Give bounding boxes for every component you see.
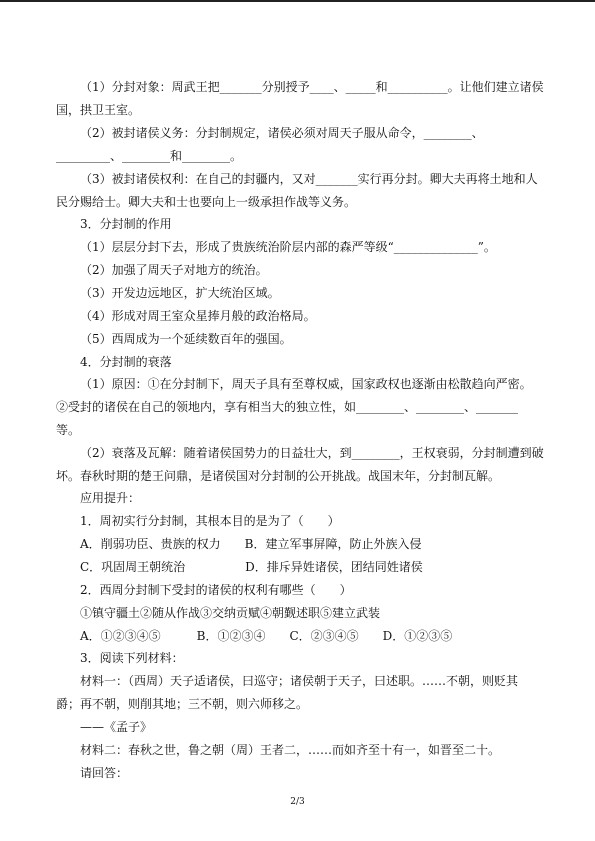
text-line: ②受封的诸侯在自己的领地内，享有相当大的独立性，如________、________、_______: [56, 400, 519, 414]
text-line: （3）开发边远地区，扩大统治区域。: [80, 286, 280, 300]
question-2-options: A．①②③④⑤ B．①②③④ C．②③④⑤ D．①②③⑤: [80, 629, 453, 643]
question-2: 2．西周分封制下受封的诸侯的权利有哪些（ ）: [80, 583, 352, 597]
text-line: （2）被封诸侯义务：分封制规定，诸侯必须对周天子服从命令，________、: [80, 126, 484, 140]
text-line: （2）衰落及瓦解：随着诸侯国势力的日益壮大，到________，王权衰弱，分封制遭到破: [80, 446, 544, 460]
answer-prompt: 请回答：: [80, 766, 129, 780]
text-line: 国，拱卫王室。: [56, 103, 141, 117]
text-line: （4）形成对周王室众星捧月般的政治格局。: [80, 309, 316, 323]
question-1-options-cd: C．巩固周王朝统治 D．排斥异姓诸侯，团结同姓诸侯: [80, 560, 423, 574]
text-line: （3）被封诸侯权利：在自己的封疆内，又对_______实行再分封。卿大夫再将土地和人: [80, 172, 538, 186]
text-line: （1）原因：①在分封制下，周天子具有至尊权威，国家政权也逐渐由松散趋向严密。: [80, 377, 532, 391]
text-line: _________、________和________。: [56, 149, 243, 163]
text-line: 民分赐给士。卿大夫和士也要向上一级承担作战等义务。: [56, 195, 357, 209]
top-border-line: [0, 0, 595, 2]
text-line: （2）加强了周天子对地方的统治。: [80, 263, 268, 277]
material-one-cont: 爵；再不朝，则削其地；三不朝，则六师移之。: [56, 697, 309, 711]
text-line: 坏。春秋时期的楚王问鼎，是诸侯国对分封制的公开挑战。战国末年，分封制瓦解。: [56, 469, 501, 483]
question-3: 3．阅读下列材料：: [80, 651, 184, 665]
material-one: 材料一：（西周）天子适诸侯，曰巡守；诸侯朝于天子，曰述职。……不朝，则贬其: [80, 674, 519, 688]
text-line: （1）分封对象：周武王把_______分别授予____、_____和__________。让他们建立诸侯: [80, 80, 544, 94]
section-heading: 3．分封制的作用: [80, 217, 172, 231]
material-source: ——《孟子》: [80, 720, 153, 734]
text-line: （5）西周成为一个延续数百年的强国。: [80, 332, 292, 346]
section-heading: 应用提升：: [80, 491, 141, 505]
question-2-items: ①镇守疆土②随从作战③交纳贡赋④朝觐述职⑤建立武装: [80, 606, 381, 620]
question-1: 1．周初实行分封制，其根本目的是为了（ ）: [80, 514, 340, 528]
question-1-options-ab: A．削弱功臣、贵族的权力 B．建立军事屏障，防止外族入侵: [80, 537, 422, 551]
section-heading: 4．分封制的衰落: [80, 355, 172, 369]
text-line: 等。: [56, 423, 81, 437]
page-number: 2/3: [290, 797, 305, 807]
text-line: （1）层层分封下去，形成了贵族统治阶层内部的森严等级“______________”。: [80, 240, 496, 254]
material-two: 材料二：春秋之世，鲁之朝（周）王者二，……而如齐至十有一，如晋至二十。: [80, 743, 501, 757]
